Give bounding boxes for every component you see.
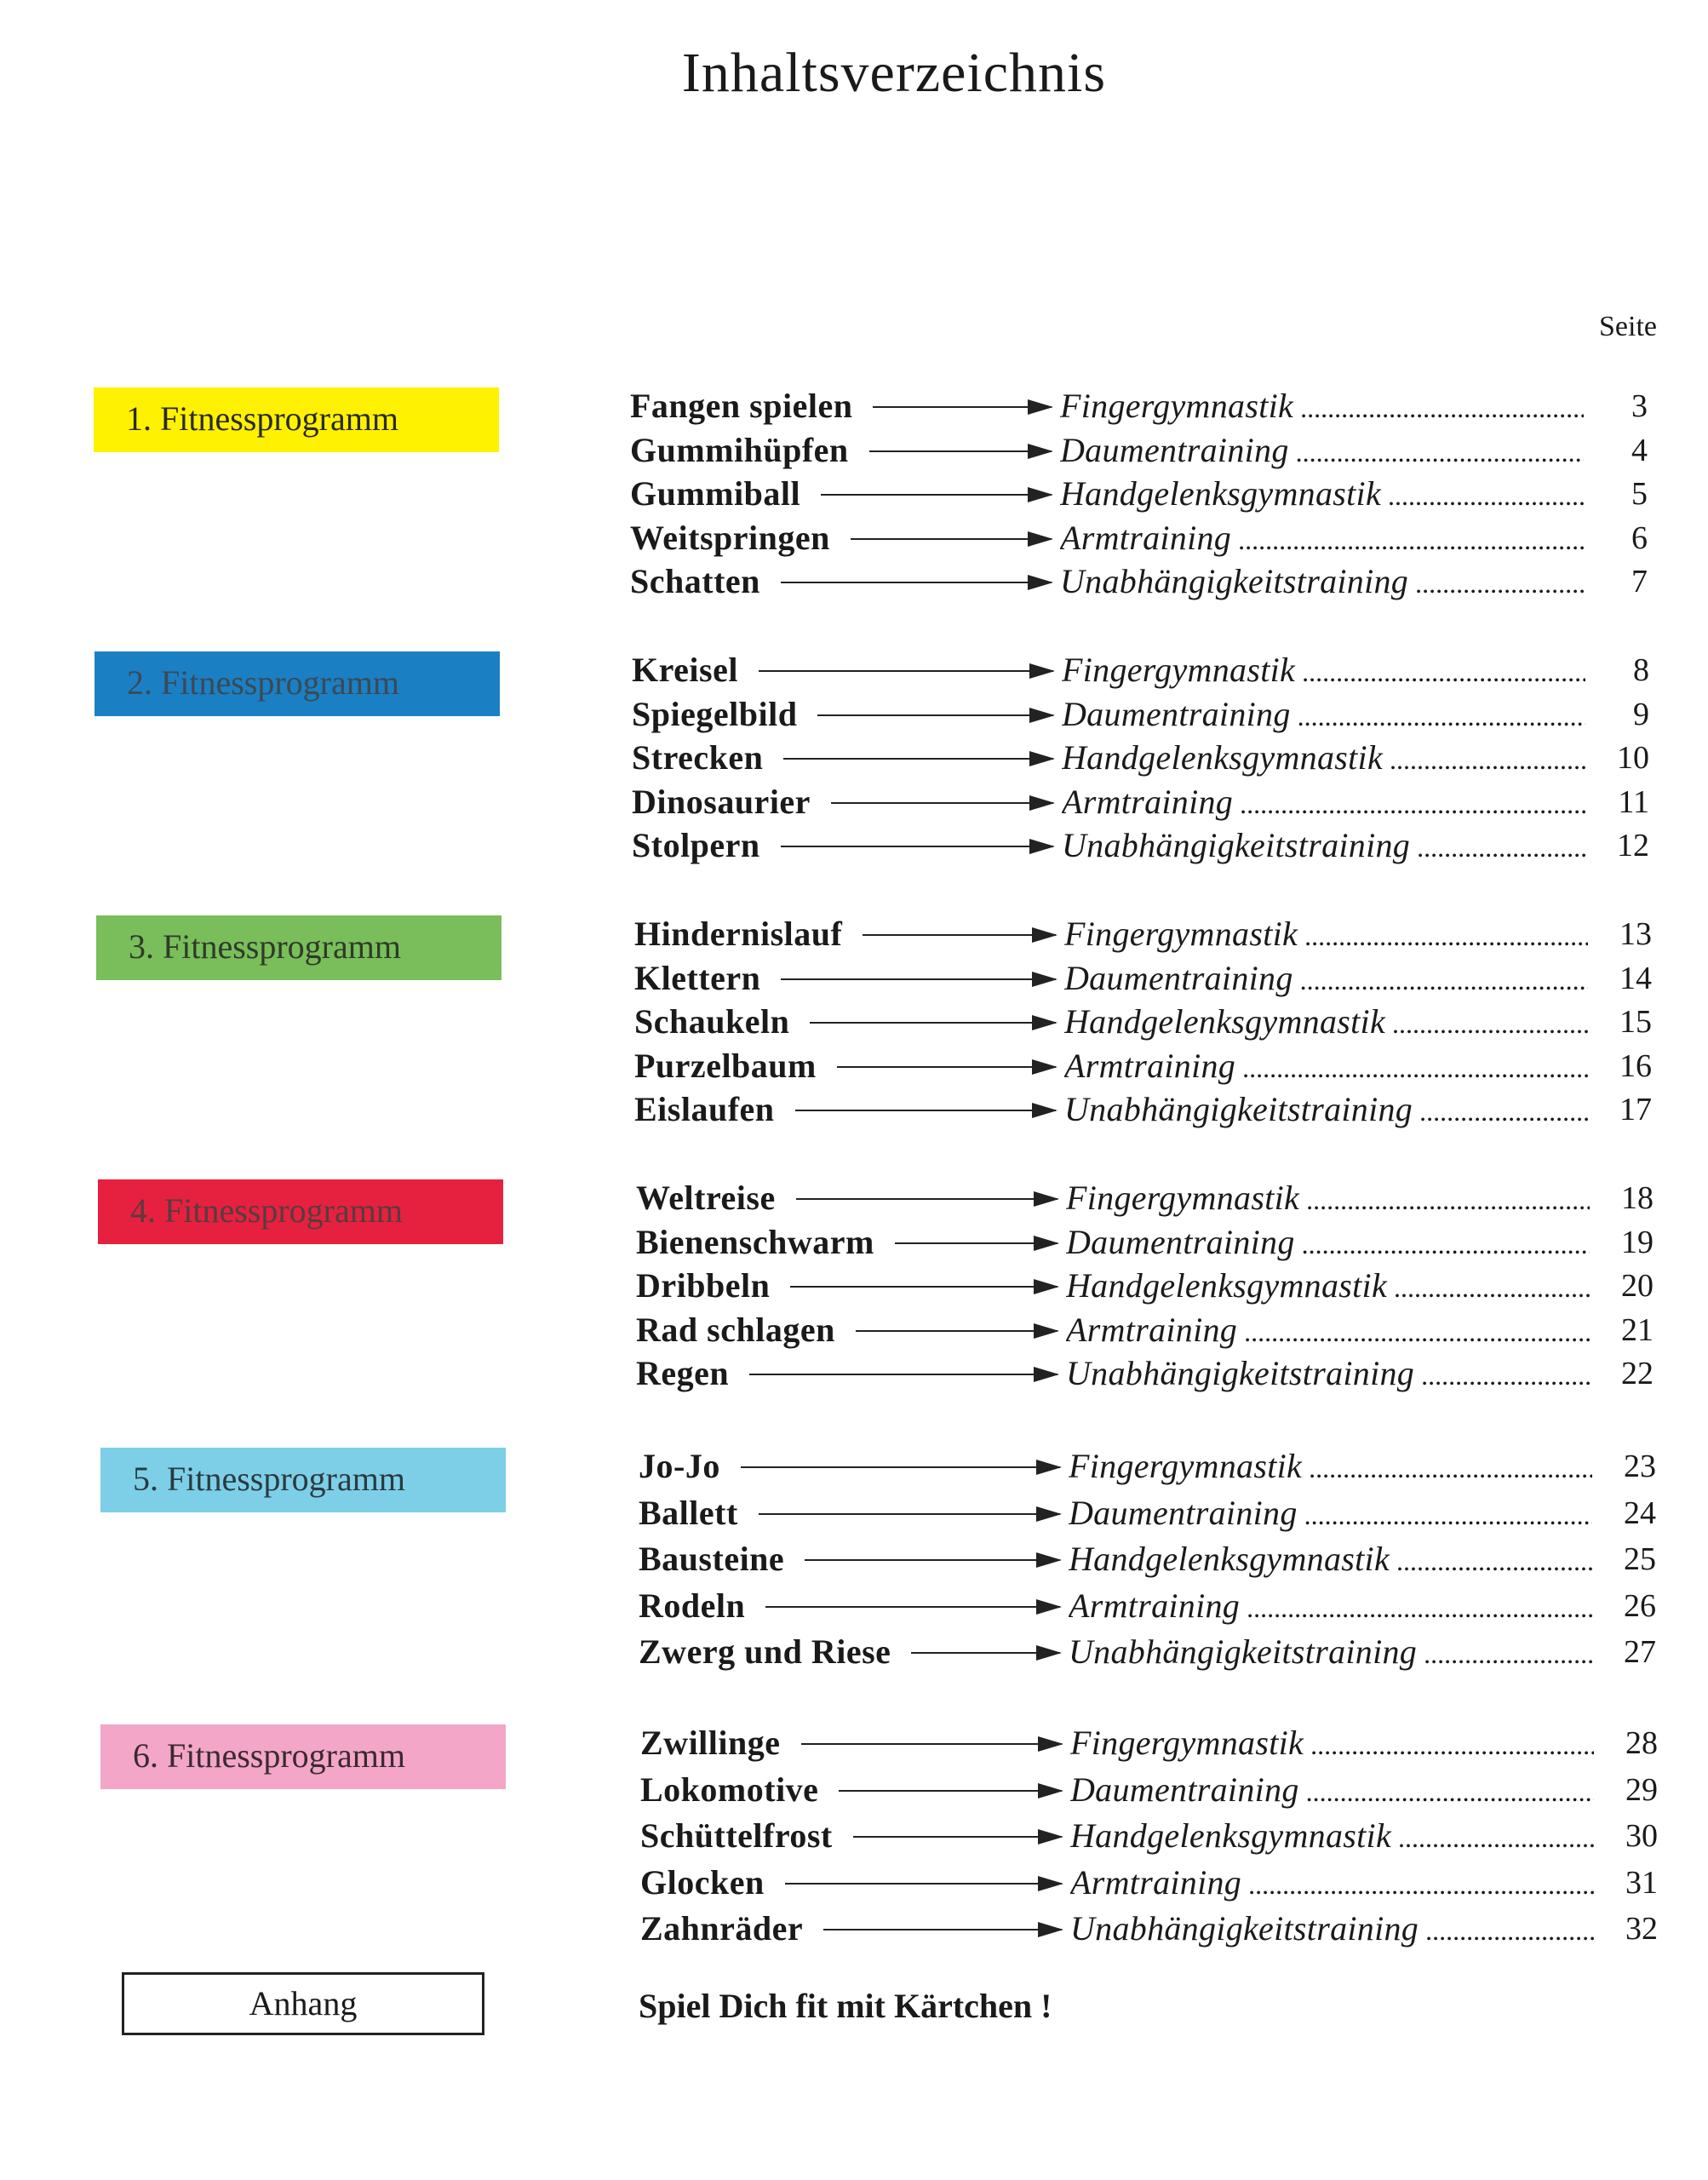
exercise-name: Daumentraining .....	[1064, 956, 1588, 1002]
exercise-name: Unabhängigkeitstraining .....	[1069, 1630, 1592, 1676]
toc-entry[interactable]	[630, 472, 1708, 516]
toc-entry[interactable]	[636, 1220, 1708, 1265]
arrow-right-icon	[810, 1022, 1056, 1024]
exercise-name: Daumentraining .....	[1060, 428, 1584, 474]
game-name: Bienenschwarm	[636, 1222, 874, 1261]
arrow-right-icon	[759, 670, 1053, 672]
arrow-right-icon	[749, 1374, 1057, 1375]
arrow-right-icon	[790, 1286, 1057, 1288]
game-name: Zwillinge	[640, 1724, 781, 1762]
exercise-name: Unabhängigkeitstraining .....	[1064, 1087, 1588, 1133]
page-number: 16	[1619, 1047, 1652, 1084]
game-name: Strecken	[632, 738, 764, 777]
arrow-right-icon	[781, 846, 1053, 847]
arrow-right-icon	[805, 1559, 1060, 1561]
toc-entry[interactable]	[639, 1584, 1708, 1628]
game-name: Schüttelfrost	[640, 1816, 833, 1855]
page-number: 7	[1631, 564, 1648, 600]
arrow-right-icon	[759, 1513, 1060, 1515]
exercise-name: Unabhängigkeitstraining .....	[1066, 1351, 1590, 1397]
toc-entry[interactable]	[630, 559, 1708, 604]
game-name: Weltreise	[636, 1179, 776, 1217]
arrow-right-icon	[863, 934, 1056, 936]
toc-entry[interactable]	[634, 956, 1708, 1001]
toc-entry[interactable]	[630, 384, 1708, 428]
toc-entry[interactable]	[639, 1630, 1708, 1674]
game-name: Gummihüpfen	[630, 430, 849, 469]
arrow-right-icon	[795, 1110, 1056, 1111]
arrow-right-icon	[781, 978, 1056, 980]
exercise-name: Armtraining .....	[1060, 516, 1584, 562]
toc-entry[interactable]	[636, 1308, 1708, 1352]
page-number: 11	[1618, 783, 1649, 820]
toc-entry[interactable]	[639, 1537, 1708, 1581]
page-number: 31	[1625, 1864, 1658, 1901]
page-number: 23	[1624, 1449, 1656, 1484]
exercise-name: Handgelenksgymnastik .....	[1064, 1000, 1588, 1046]
arrow-right-icon	[823, 1929, 1062, 1930]
arrow-right-icon	[781, 582, 1052, 583]
arrow-right-icon	[853, 1836, 1062, 1838]
page-number: 21	[1621, 1311, 1654, 1348]
arrow-right-icon	[831, 802, 1053, 804]
exercise-name: Armtraining .....	[1069, 1584, 1592, 1630]
exercise-name: Fingergymnastik .....	[1066, 1176, 1590, 1222]
program-label[interactable]: 3. Fitnessprogramm	[96, 915, 502, 980]
arrow-right-icon	[851, 538, 1052, 540]
arrow-right-icon	[839, 1790, 1062, 1792]
exercise-name: Fingergymnastik .....	[1062, 648, 1585, 694]
game-name: Lokomotive	[640, 1770, 819, 1809]
page-number: 28	[1625, 1725, 1658, 1761]
exercise-name: Handgelenksgymnastik .....	[1070, 1814, 1594, 1860]
toc-section	[0, 1179, 1708, 1418]
exercise-name: Daumentraining .....	[1069, 1491, 1592, 1537]
page-number: 19	[1621, 1224, 1654, 1260]
arrow-right-icon	[796, 1198, 1057, 1200]
toc-entry[interactable]	[640, 1907, 1708, 1951]
game-name: Klettern	[634, 958, 761, 997]
toc-entry[interactable]	[640, 1861, 1708, 1905]
game-name: Rad schlagen	[636, 1310, 835, 1349]
exercise-name: Armtraining .....	[1064, 1044, 1588, 1090]
page-number: 18	[1621, 1180, 1654, 1216]
toc-entry[interactable]	[634, 912, 1708, 956]
game-name: Eislaufen	[634, 1090, 775, 1128]
game-name: Purzelbaum	[634, 1046, 817, 1085]
game-name: Bausteine	[639, 1540, 785, 1578]
page-number: 25	[1624, 1541, 1656, 1577]
page-title: Inhaltsverzeichnis	[681, 42, 1107, 104]
game-name: Gummiball	[630, 474, 801, 513]
game-name: Stolpern	[632, 826, 760, 864]
exercise-name: Fingergymnastik .....	[1060, 384, 1584, 430]
arrow-right-icon	[837, 1066, 1056, 1068]
toc-entry[interactable]	[630, 428, 1708, 473]
game-name: Schaukeln	[634, 1002, 790, 1041]
page-number: 30	[1625, 1818, 1658, 1854]
game-name: Spiegelbild	[632, 694, 798, 733]
program-label[interactable]: 4. Fitnessprogramm	[98, 1179, 503, 1244]
arrow-right-icon	[895, 1242, 1057, 1244]
exercise-name: Armtraining .....	[1070, 1861, 1594, 1907]
page-number: 26	[1624, 1587, 1656, 1624]
footer-motto: Spiel Dich fit mit Kärtchen !	[639, 1987, 1052, 2025]
exercise-name: Daumentraining .....	[1066, 1220, 1590, 1266]
page-number: 29	[1625, 1771, 1658, 1808]
program-label[interactable]: 5. Fitnessprogramm	[100, 1448, 506, 1512]
exercise-name: Armtraining .....	[1062, 780, 1585, 826]
exercise-name: Handgelenksgymnastik .....	[1069, 1537, 1592, 1583]
page-column-label: Seite	[1599, 311, 1657, 342]
toc-entry[interactable]	[632, 823, 1708, 868]
exercise-name: Fingergymnastik .....	[1064, 912, 1588, 958]
arrow-right-icon	[801, 1743, 1062, 1745]
game-name: Jo-Jo	[639, 1447, 720, 1485]
exercise-name: Fingergymnastik .....	[1069, 1444, 1592, 1490]
page-number: 8	[1633, 652, 1649, 688]
arrow-right-icon	[817, 714, 1053, 716]
arrow-right-icon	[869, 450, 1052, 452]
arrow-right-icon	[856, 1330, 1057, 1332]
toc-entry[interactable]	[634, 1044, 1708, 1088]
toc-entry[interactable]	[634, 1087, 1708, 1132]
exercise-name: Handgelenksgymnastik .....	[1062, 736, 1585, 782]
exercise-name: Unabhängigkeitstraining .....	[1060, 559, 1584, 605]
exercise-name: Unabhängigkeitstraining .....	[1070, 1907, 1594, 1953]
game-name: Zahnräder	[640, 1909, 804, 1948]
toc-entry[interactable]	[634, 1000, 1708, 1044]
page-number: 4	[1631, 432, 1648, 468]
game-name: Rodeln	[639, 1586, 746, 1625]
page-number: 13	[1619, 916, 1652, 952]
game-name: Dribbeln	[636, 1266, 771, 1305]
toc-entry[interactable]	[640, 1814, 1708, 1858]
toc-entry[interactable]	[639, 1444, 1708, 1489]
toc-entry[interactable]	[636, 1176, 1708, 1220]
exercise-name: Unabhängigkeitstraining .....	[1062, 823, 1585, 869]
toc-section	[0, 915, 1708, 1154]
page-number: 27	[1624, 1634, 1656, 1670]
page-number: 5	[1631, 476, 1648, 512]
exercise-name: Daumentraining .....	[1062, 692, 1585, 738]
page-number: 24	[1624, 1494, 1656, 1531]
toc-entry[interactable]	[632, 780, 1708, 824]
toc-entry[interactable]	[640, 1768, 1708, 1812]
game-name: Glocken	[640, 1862, 765, 1902]
toc-entry[interactable]	[640, 1721, 1708, 1765]
program-label[interactable]: 2. Fitnessprogramm	[95, 651, 500, 716]
toc-section	[0, 651, 1708, 890]
game-name: Kreisel	[632, 651, 738, 689]
arrow-right-icon	[741, 1466, 1060, 1468]
game-name: Schatten	[630, 562, 760, 600]
game-name: Dinosaurier	[632, 782, 811, 821]
page-number: 12	[1617, 828, 1649, 863]
page-number: 14	[1619, 960, 1652, 996]
page-number: 9	[1633, 696, 1649, 732]
toc-section	[0, 1724, 1708, 1963]
arrow-right-icon	[821, 494, 1052, 496]
exercise-name: Daumentraining .....	[1070, 1768, 1594, 1814]
exercise-name: Handgelenksgymnastik .....	[1066, 1264, 1590, 1310]
page-number: 32	[1625, 1911, 1658, 1947]
page-number: 6	[1631, 519, 1648, 556]
page-number: 22	[1621, 1356, 1654, 1391]
toc-entry[interactable]	[636, 1351, 1708, 1396]
toc-entry[interactable]	[632, 692, 1708, 737]
arrow-right-icon	[873, 406, 1052, 408]
game-name: Hindernislauf	[634, 915, 843, 953]
page-number: 3	[1631, 388, 1648, 424]
page-number: 15	[1619, 1004, 1652, 1040]
arrow-right-icon	[911, 1652, 1060, 1654]
game-name: Weitspringen	[630, 518, 830, 557]
exercise-name: Handgelenksgymnastik .....	[1060, 472, 1584, 518]
toc-entry[interactable]	[630, 516, 1708, 560]
toc-entry[interactable]	[636, 1264, 1708, 1308]
exercise-name: Fingergymnastik .....	[1070, 1721, 1594, 1767]
game-name: Ballett	[639, 1493, 738, 1532]
game-name: Regen	[636, 1354, 730, 1392]
appendix-box[interactable]: Anhang	[122, 1972, 484, 2035]
page-number: 10	[1617, 740, 1649, 776]
arrow-right-icon	[783, 758, 1053, 760]
toc-entry[interactable]	[639, 1491, 1708, 1535]
game-name: Fangen spielen	[630, 387, 853, 425]
toc-entry[interactable]	[632, 648, 1708, 692]
toc-entry[interactable]	[632, 736, 1708, 780]
program-label[interactable]: 1. Fitnessprogramm	[94, 387, 499, 452]
page-number: 17	[1619, 1092, 1652, 1127]
exercise-name: Armtraining .....	[1066, 1308, 1590, 1354]
program-label[interactable]: 6. Fitnessprogramm	[100, 1724, 506, 1789]
toc-section	[0, 1448, 1708, 1686]
arrow-right-icon	[785, 1883, 1062, 1885]
arrow-right-icon	[765, 1606, 1060, 1608]
page-number: 20	[1621, 1268, 1654, 1304]
toc-section	[0, 387, 1708, 626]
game-name: Zwerg und Riese	[639, 1632, 891, 1671]
